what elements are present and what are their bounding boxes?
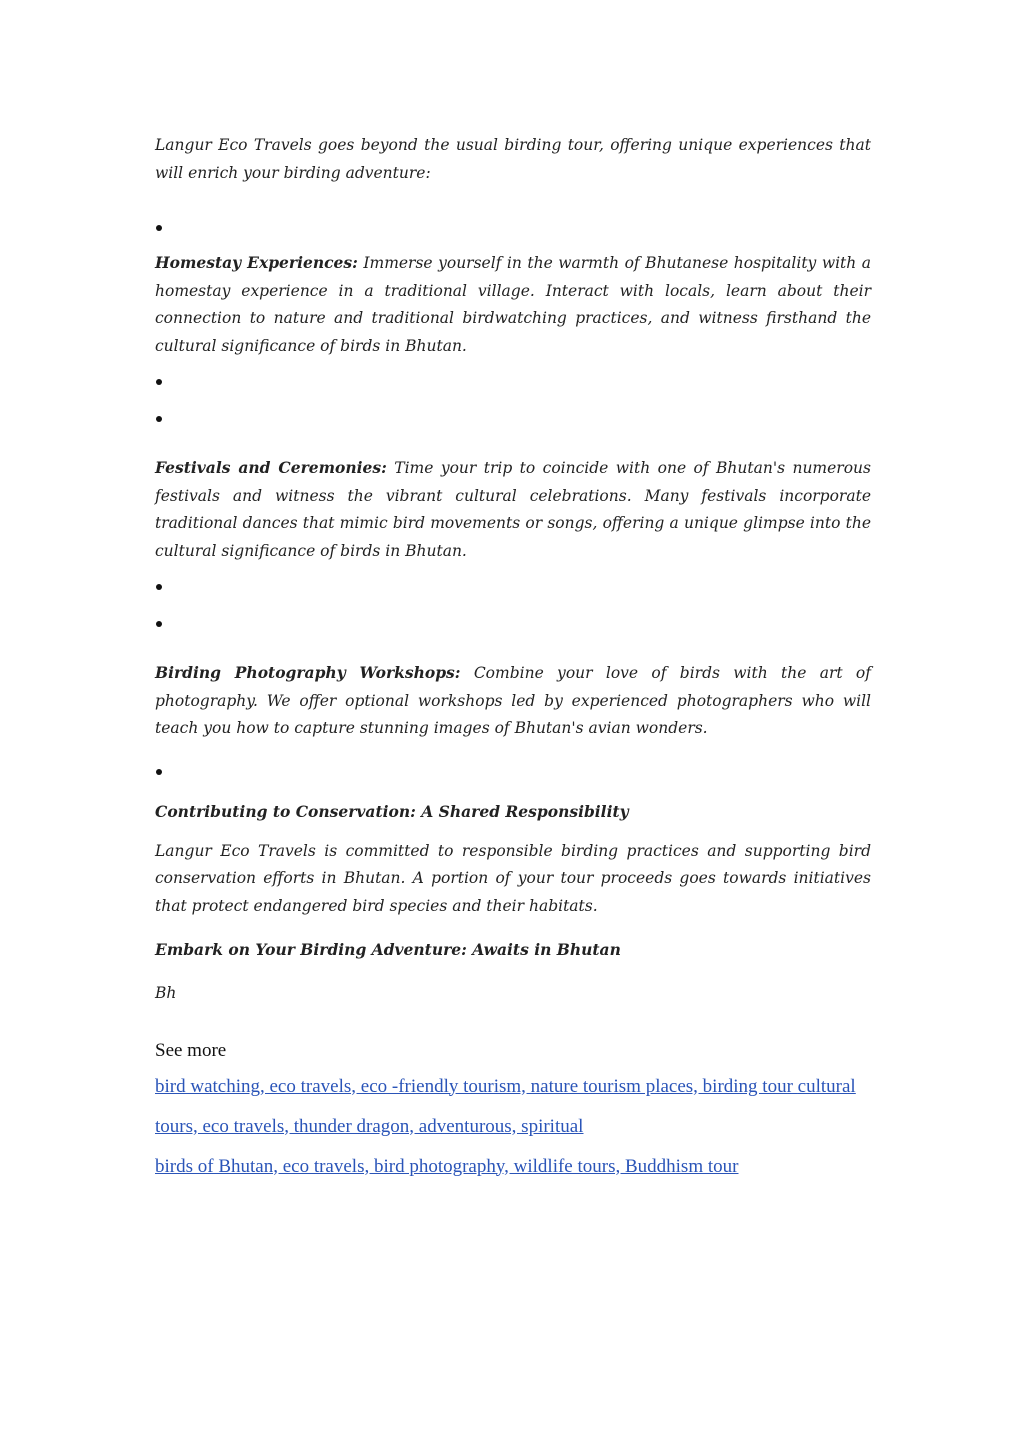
- photography-title: Birding Photography Workshops:: [155, 663, 461, 682]
- embark-heading: Embark on Your Birding Adventure: Awaits in Bhutan: [155, 940, 621, 959]
- festivals-title: Festivals and Ceremonies:: [155, 458, 387, 477]
- bullet-item: [155, 743, 871, 780]
- bullet-item: [155, 187, 871, 229]
- tags-link-row-2: [155, 1115, 871, 1139]
- see-more-label: See more: [155, 1039, 227, 1061]
- tags-link-3[interactable]: tours, eco travels, thunder dragon, adventurous, spiritual: [155, 1115, 584, 1137]
- embark-text: Bh: [155, 984, 177, 1002]
- bullet-item: [155, 397, 871, 434]
- bullet-dot: [156, 769, 162, 775]
- bullet-dot: [156, 225, 162, 231]
- tags-link-4[interactable]: birds of Bhutan, eco travels, bird photography, wildlife tours, Buddhism tour: [155, 1155, 739, 1177]
- bullet-item: [155, 360, 871, 397]
- conservation-heading: Contributing to Conservation: A Shared Responsibility: [155, 801, 629, 821]
- homestay-paragraph: [155, 249, 871, 360]
- bullet-dot: [156, 416, 162, 422]
- tags-link-row-3: [155, 1155, 871, 1179]
- bullet-dot: [156, 621, 162, 627]
- tags-link-2[interactable]: cultural: [797, 1075, 856, 1097]
- bullet-item: [155, 602, 871, 639]
- bullet-dot: [156, 584, 162, 590]
- photography-paragraph: [155, 659, 871, 743]
- photography-text: Combine your love of birds with the art of photography. We offer optional workshops led by experienced photographers who will teach you how to capture stunning images of Bhutan's avian wonders.: [155, 664, 871, 737]
- homestay-title: Homestay Experiences:: [155, 253, 358, 272]
- tags-link-row-1: [155, 1075, 871, 1099]
- document-page: [155, 132, 871, 1179]
- intro-paragraph: Langur Eco Travels goes beyond the usual birding tour, offering unique experiences that will enrich your birding adventure:: [155, 136, 871, 182]
- bullet-item: [155, 565, 871, 602]
- festivals-text: Time your trip to coincide with one of Bhutan's numerous festivals and witness the vibrant cultural celebrations. Many festivals incorporate traditional dances that mimic bird movements or songs, offering a unique glimpse into the cultural significance of birds in Bhutan.: [155, 459, 871, 560]
- festivals-paragraph: [155, 454, 871, 565]
- homestay-text: Immerse yourself in the warmth of Bhutanese hospitality with a homestay experience in a traditional village. Interact with locals, learn about their connection to nature and traditional birdwatching practices, and witness firsthand the cultural significance of birds in Bhutan.: [155, 254, 872, 355]
- conservation-paragraph: Langur Eco Travels is committed to responsible birding practices and supporting bird conservation efforts in Bhutan. A portion of your tour proceeds goes towards initiatives that protect endangered bird species and their habitats.: [155, 841, 871, 915]
- bullet-dot: [156, 379, 162, 385]
- tags-link-1[interactable]: bird watching, eco travels, eco -friendly tourism, nature tourism places, birding tour: [155, 1075, 793, 1097]
